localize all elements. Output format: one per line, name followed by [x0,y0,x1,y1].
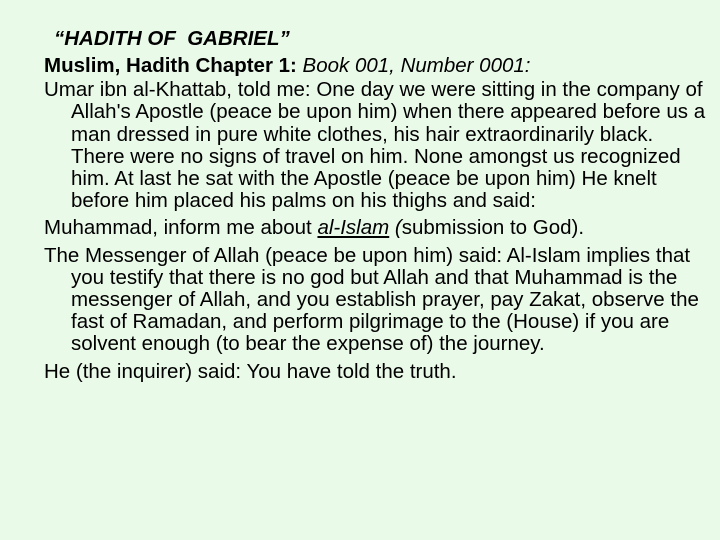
source-citation [44,55,711,77]
al-islam-term: al-Islam [317,216,390,240]
paragraph-2-after: submission to God). [401,216,585,240]
hadith-paragraph-4: He (the inquirer) said: You have told the truth. [44,359,457,383]
source-citation-italic: Book 001, Number 0001: [296,54,531,77]
hadith-paragraph-3: The Messenger of Allah (peace be upon him) said: Al-Islam implies that you testify that there is no god but Allah and that Muhammad is the messenger of Allah, and you establish prayer, pay Zakat, observe the fast of Ramadan, and perform pilgrimage to the (House) if you are solvent enough (to bear the expense of) the journey. [44,243,699,356]
hadith-paragraph-1: Umar ibn al-Khattab, told me: One day we were sitting in the company of Allah's Apostle (peace be upon him) when there appeared before us a man dressed in pure white clothes, his hair extraordinarily black. There were no signs of travel on him. None amongst us recognized him. At last he sat with the Apostle (peace be upon him) He knelt before him placed his palms on his thighs and said: [44,78,706,213]
paragraph-2-before: Muhammad, inform me about [44,216,318,240]
source-citation-bold: Muslim, Hadith Chapter 1: [44,54,297,77]
paragraph-2-paren: ( [389,216,402,240]
slide-title: “HADITH OF GABRIEL” [54,27,290,50]
hadith-paragraph-2 [44,217,711,239]
